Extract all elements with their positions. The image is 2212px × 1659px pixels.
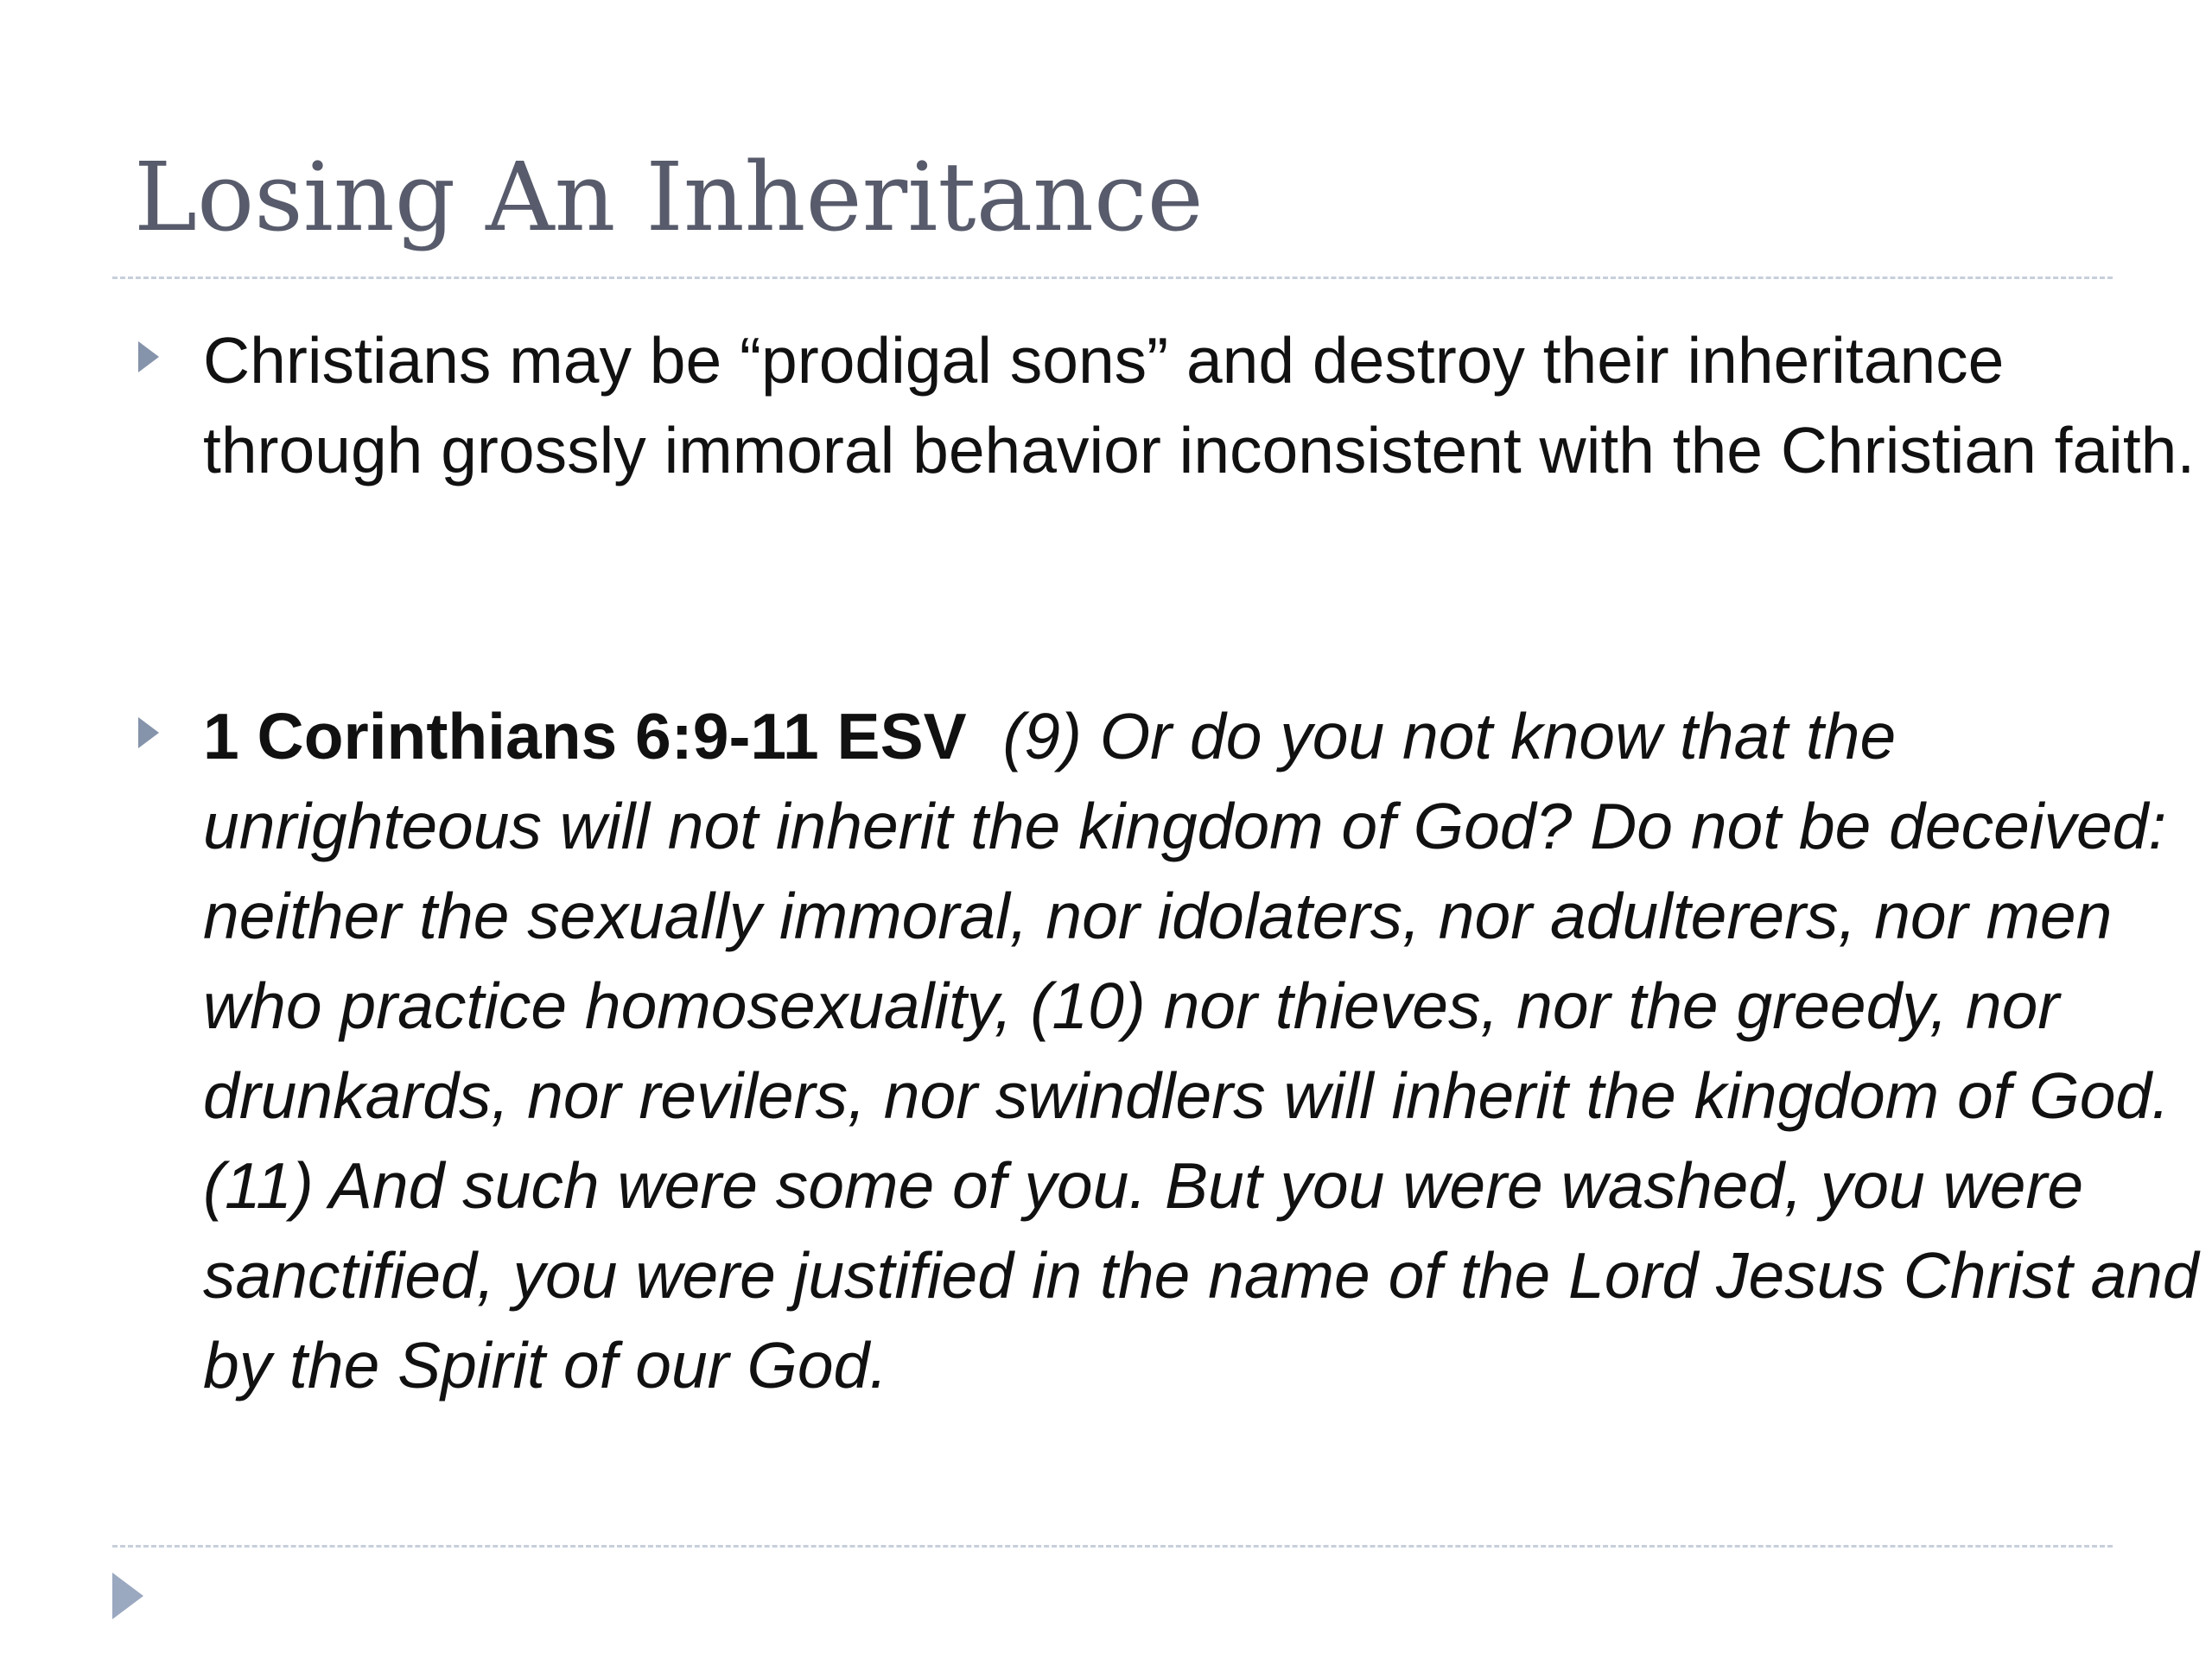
scripture-reference: 1 Corinthians 6:9-11 ESV	[203, 700, 967, 772]
scripture-verse: (9) Or do you not know that the unrighteous will not inherit the kingdom of God? Do not be deceived: neither the sexually immoral, nor idolaters, nor adulterers, nor men who practice homosexuality, (10) nor thieves, nor the greedy, nor drunkards, nor revilers, nor swindlers will inherit the kingdom of God. (11) And such were some of you. But you were washed, you were sanctified, you were justified in the name of the Lord Jesus Christ and by the Spirit of our God.	[203, 700, 2199, 1402]
title-divider	[112, 276, 2113, 279]
bullet-text: Christians may be “prodigal sons” and destroy their inheritance through grossly immoral behavior inconsistent with the Christian faith.	[203, 324, 2196, 486]
slide-title: Losing An Inheritance	[134, 142, 1204, 252]
triangle-bullet-icon	[138, 341, 159, 372]
play-arrow-icon[interactable]	[112, 1573, 143, 1619]
scripture-quote	[203, 691, 2208, 1410]
footer-divider	[112, 1545, 2113, 1548]
triangle-bullet-icon	[138, 717, 159, 748]
